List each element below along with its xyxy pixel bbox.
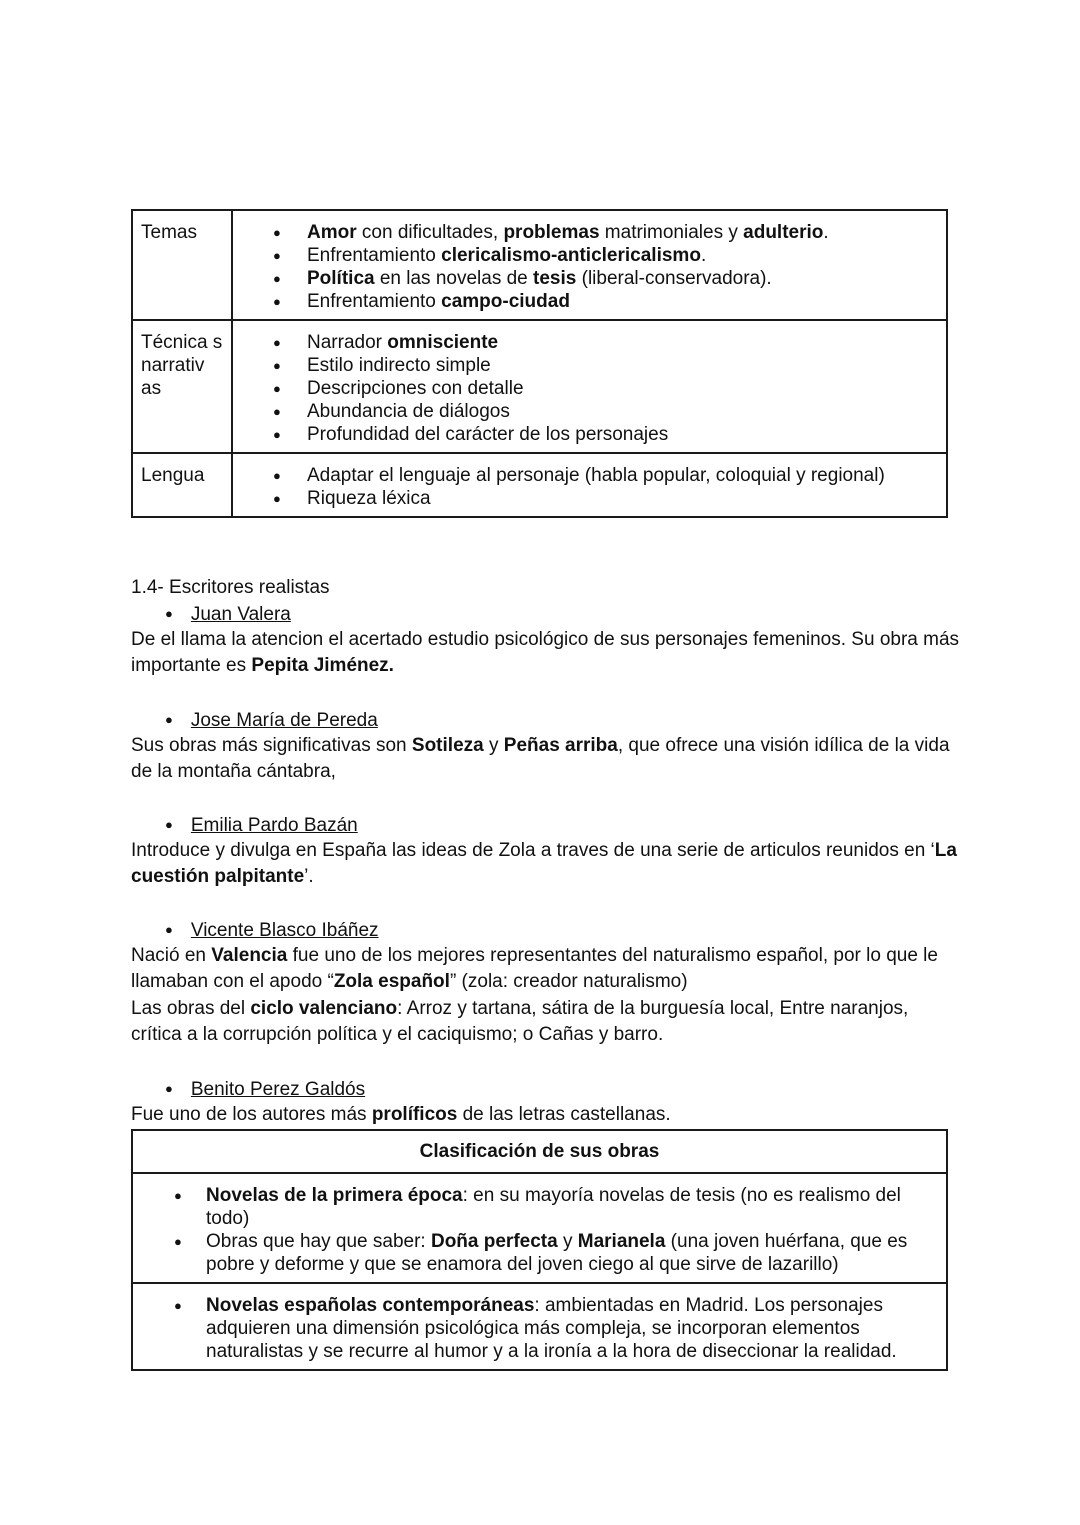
author-name: Juan Valera bbox=[190, 604, 291, 625]
author-description bbox=[131, 627, 961, 680]
bold-text: prolíficos bbox=[371, 1104, 458, 1125]
row-label: Lengua bbox=[132, 453, 232, 517]
list-item bbox=[133, 1230, 946, 1276]
bold-text: Peñas arriba bbox=[503, 735, 618, 756]
list-item bbox=[233, 487, 946, 510]
table-row bbox=[132, 1173, 947, 1283]
author-heading bbox=[165, 917, 379, 944]
table-row bbox=[132, 453, 947, 517]
list-item bbox=[233, 290, 946, 313]
list-item bbox=[133, 1294, 946, 1363]
text: ” (zola: creador naturalismo) bbox=[449, 971, 688, 993]
text: Estilo indirecto simple bbox=[307, 355, 491, 376]
text: (una joven huérfana, que es pobre y deforme y que se enamora del joven ciego al que sirve de lazarillo) bbox=[206, 1231, 908, 1275]
bold-text: Sotileza bbox=[411, 735, 484, 756]
characteristics-table bbox=[131, 209, 948, 518]
bold-text: Marianela bbox=[577, 1231, 666, 1252]
bullet-icon: ● bbox=[165, 817, 173, 832]
text: Adaptar el lenguaje al personaje (habla popular, coloquial y regional) bbox=[307, 465, 885, 486]
works-classification-table bbox=[131, 1129, 948, 1371]
bullet-icon: ● bbox=[165, 922, 173, 937]
bullet-list bbox=[233, 454, 946, 516]
author-description bbox=[131, 1102, 961, 1128]
row-content bbox=[132, 1173, 947, 1283]
bold-text: problemas bbox=[503, 222, 600, 243]
bold-text: campo-ciudad bbox=[441, 291, 570, 312]
text: en las novelas de bbox=[374, 268, 534, 289]
bold-text: Pepita Jiménez. bbox=[251, 655, 394, 677]
list-item bbox=[233, 331, 946, 354]
text: matrimoniales y bbox=[599, 222, 744, 243]
text: y bbox=[557, 1231, 578, 1252]
list-item bbox=[233, 423, 946, 446]
text: Obras que hay que saber: bbox=[206, 1231, 431, 1252]
text: : ambientadas en Madrid. Los personajes adquieren una dimensión psicológica más compleja, se incorporan elementos naturalistas y se recurre al humor y a la ironía a la hora de diseccionar la realidad. bbox=[206, 1295, 897, 1362]
text: Descripciones con detalle bbox=[307, 378, 524, 399]
author-description bbox=[131, 733, 961, 786]
row-content bbox=[132, 1283, 947, 1370]
bullet-list bbox=[233, 211, 946, 319]
text: Enfrentamiento bbox=[307, 291, 442, 312]
bullet-list bbox=[133, 1284, 946, 1369]
row-content bbox=[232, 210, 947, 320]
bold-text: La cuestión palpitante bbox=[131, 840, 957, 888]
bold-text: Novelas de la primera época bbox=[206, 1185, 463, 1206]
author-name: Benito Perez Galdós bbox=[190, 1079, 366, 1100]
bullet-icon: ● bbox=[165, 606, 173, 621]
list-item bbox=[233, 267, 946, 290]
list-item bbox=[233, 354, 946, 377]
text: fue uno de los mejores representantes del naturalismo español, por lo que le llamaban con el apodo “ bbox=[131, 945, 938, 993]
author-description bbox=[131, 943, 961, 1048]
text: Nació en bbox=[131, 945, 212, 966]
bold-text: Doña perfecta bbox=[430, 1231, 558, 1252]
text: de las letras castellanas. bbox=[457, 1104, 671, 1125]
text: Narrador bbox=[307, 332, 388, 353]
table-row bbox=[132, 210, 947, 320]
bullet-icon: ● bbox=[165, 712, 173, 727]
row-label: Técnica s narrativ as bbox=[132, 320, 232, 453]
bold-text: Valencia bbox=[211, 945, 288, 966]
list-item bbox=[133, 1184, 946, 1230]
text: ’. bbox=[304, 866, 314, 888]
text: Riqueza léxica bbox=[307, 488, 431, 509]
text: Profundidad del carácter de los personajes bbox=[307, 424, 669, 445]
bold-text: Amor bbox=[307, 222, 357, 243]
author-heading bbox=[165, 601, 291, 628]
bold-text: adulterio bbox=[743, 222, 824, 243]
text: Sus obras más significativas son bbox=[131, 735, 412, 756]
bold-text: omnisciente bbox=[387, 332, 499, 353]
row-label: Temas bbox=[132, 210, 232, 320]
author-name: Jose María de Pereda bbox=[190, 710, 378, 731]
author-name: Vicente Blasco Ibáñez bbox=[190, 920, 379, 941]
bullet-icon: ● bbox=[165, 1081, 173, 1096]
author-name: Emilia Pardo Bazán bbox=[190, 815, 358, 836]
text: Enfrentamiento bbox=[307, 245, 442, 266]
text: De el llama la atencion el acertado estudio psicológico de sus personajes femeninos. Su obra más importante es bbox=[131, 629, 960, 677]
bold-text: tesis bbox=[533, 268, 577, 289]
bold-text: ciclo valenciano bbox=[250, 997, 398, 1019]
text: , que ofrece una visión idílica de la vida de la montaña cántabra, bbox=[131, 735, 950, 783]
text: : Arroz y tartana, sátira de la burguesía local, Entre naranjos, crítica a la corrupción política y el caciquismo; o Cañas y barro. bbox=[131, 997, 909, 1045]
text: : en su mayoría novelas de tesis (no es realismo del todo) bbox=[206, 1185, 901, 1229]
text: . bbox=[700, 245, 707, 266]
list-item bbox=[233, 400, 946, 423]
text: y bbox=[483, 735, 504, 756]
text: (liberal-conservadora). bbox=[576, 268, 772, 289]
text: . bbox=[823, 222, 829, 243]
author-description bbox=[131, 838, 961, 891]
author-heading bbox=[165, 1076, 365, 1103]
list-item bbox=[233, 221, 946, 244]
bold-text: Novelas españolas contemporáneas bbox=[206, 1295, 535, 1316]
bold-text: clericalismo-anticlericalismo bbox=[441, 245, 701, 266]
section-title: 1.4- Escritores realistas bbox=[131, 577, 330, 598]
table-row bbox=[132, 1283, 947, 1370]
table-header: Clasificación de sus obras bbox=[132, 1130, 947, 1173]
row-content bbox=[232, 320, 947, 453]
text: Las obras del bbox=[131, 997, 251, 1019]
list-item bbox=[233, 377, 946, 400]
author-description-2 bbox=[131, 996, 961, 1049]
text: Abundancia de diálogos bbox=[307, 401, 510, 422]
bold-text: Política bbox=[307, 268, 375, 289]
list-item bbox=[233, 464, 946, 487]
text: Introduce y divulga en España las ideas de Zola a traves de una serie de articulos reunidos en ‘ bbox=[131, 840, 935, 861]
bold-text: Zola español bbox=[333, 971, 450, 993]
bullet-list bbox=[233, 321, 946, 452]
bullet-list bbox=[133, 1174, 946, 1282]
author-heading bbox=[165, 812, 358, 839]
row-content bbox=[232, 453, 947, 517]
table-row bbox=[132, 320, 947, 453]
text: con dificultades, bbox=[356, 222, 504, 243]
author-heading bbox=[165, 707, 378, 734]
text: Fue uno de los autores más bbox=[131, 1104, 372, 1125]
list-item bbox=[233, 244, 946, 267]
